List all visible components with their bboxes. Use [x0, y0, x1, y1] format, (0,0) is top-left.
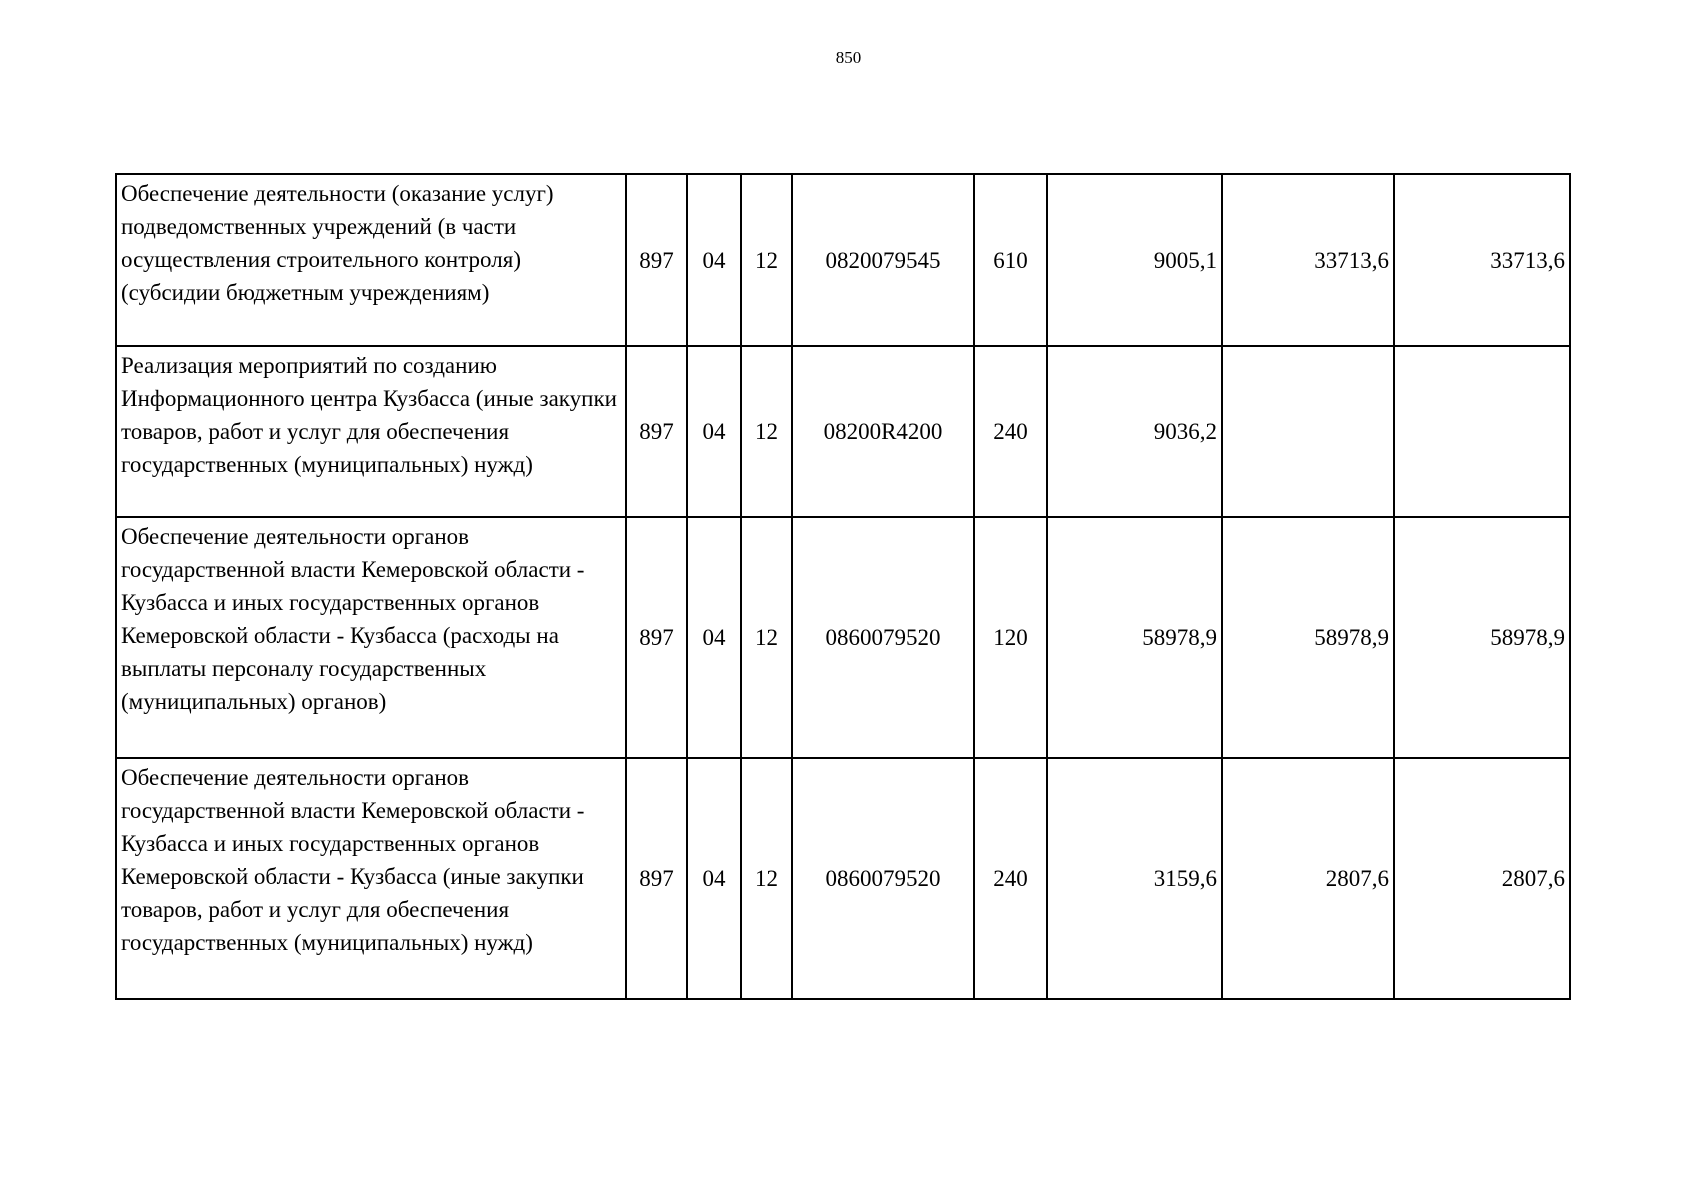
table-row — [116, 758, 1570, 999]
row-description: Обеспечение деятельности органов государственной власти Кемеровской области - Кузбасса и иных государственных органов Кемеровской области - Кузбасса (расходы на выплаты персоналу государственных (муниципальных) органов) — [116, 517, 626, 758]
amount-1: 9005,1 — [1047, 174, 1222, 346]
amount-1: 9036,2 — [1047, 346, 1222, 517]
table-row — [116, 517, 1570, 758]
section-code: 04 — [687, 174, 741, 346]
amount-3: 33713,6 — [1394, 174, 1570, 346]
amount-2: 2807,6 — [1222, 758, 1394, 999]
target-article-code: 0860079520 — [792, 517, 974, 758]
row-description: Обеспечение деятельности органов государственной власти Кемеровской области - Кузбасса и иных государственных органов Кемеровской области - Кузбасса (иные закупки товаров, работ и услуг для обеспечения государственных (муниципальных) нужд) — [116, 758, 626, 999]
amount-2: 58978,9 — [1222, 517, 1394, 758]
amount-2: 33713,6 — [1222, 174, 1394, 346]
amount-3 — [1394, 346, 1570, 517]
section-code: 04 — [687, 517, 741, 758]
section-code: 04 — [687, 758, 741, 999]
page-number: 850 — [835, 48, 862, 67]
expense-type-code: 120 — [974, 517, 1047, 758]
amount-1: 58978,9 — [1047, 517, 1222, 758]
ministry-code: 897 — [626, 758, 687, 999]
subsection-code: 12 — [741, 174, 792, 346]
budget-table — [115, 173, 1571, 1000]
ministry-code: 897 — [626, 346, 687, 517]
subsection-code: 12 — [741, 517, 792, 758]
ministry-code: 897 — [626, 174, 687, 346]
amount-3: 2807,6 — [1394, 758, 1570, 999]
expense-type-code: 240 — [974, 346, 1047, 517]
target-article-code: 0820079545 — [792, 174, 974, 346]
target-article-code: 0860079520 — [792, 758, 974, 999]
row-description: Обеспечение деятельности (оказание услуг) подведомственных учреждений (в части осуществления строительного контроля) (субсидии бюджетным учреждениям) — [116, 174, 626, 346]
expense-type-code: 240 — [974, 758, 1047, 999]
ministry-code: 897 — [626, 517, 687, 758]
section-code: 04 — [687, 346, 741, 517]
amount-3: 58978,9 — [1394, 517, 1570, 758]
amount-1: 3159,6 — [1047, 758, 1222, 999]
subsection-code: 12 — [741, 758, 792, 999]
table-row — [116, 346, 1570, 517]
target-article-code: 08200R4200 — [792, 346, 974, 517]
table-row — [116, 174, 1570, 346]
amount-2 — [1222, 346, 1394, 517]
row-description: Реализация мероприятий по созданию Информационного центра Кузбасса (иные закупки товаров, работ и услуг для обеспечения государственных (муниципальных) нужд) — [116, 346, 626, 517]
subsection-code: 12 — [741, 346, 792, 517]
expense-type-code: 610 — [974, 174, 1047, 346]
